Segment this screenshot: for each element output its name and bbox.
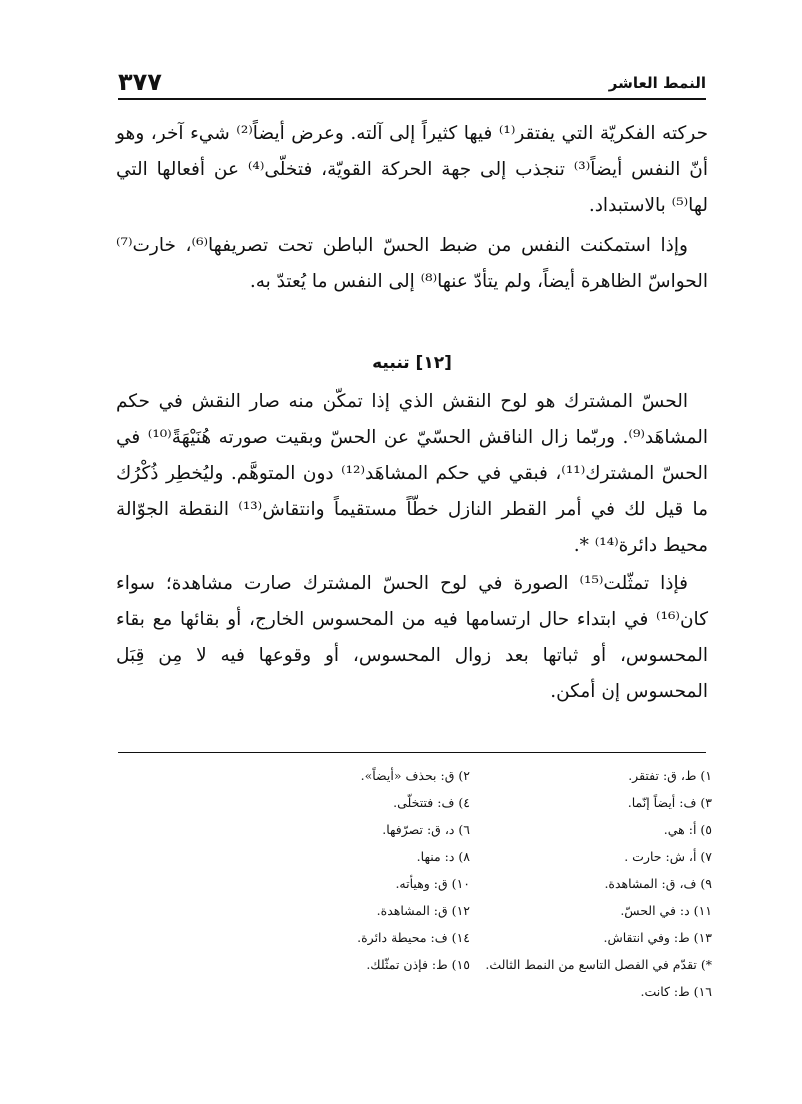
footnote: ١٣) ط: وفي انتقاش. bbox=[603, 930, 712, 945]
footnotes bbox=[260, 762, 712, 1005]
footnote-separator bbox=[118, 752, 706, 753]
footnote: ٥) أ: هي. bbox=[663, 822, 712, 837]
footnote: ٩) ف، ق: المشاهدة. bbox=[604, 876, 712, 891]
page-header bbox=[118, 58, 706, 100]
section-paragraph-2: فإذا تمثّلت⁽¹⁵⁾ الصورة في لوح الحسّ المشترك صارت مشاهدة؛ سواء كان⁽¹⁶⁾ في ابتداء حال ارتسامها فيه من المحسوس الخارج، أو بقائها مع بقاء المحسوس، أو ثباتها بعد زوال المحسوس، أو وقوعها فيه لا مِن قِبَل المحسوس إن أمكن. bbox=[116, 573, 708, 702]
paragraph-1: حركته الفكريّة التي يفتقر⁽¹⁾ فيها كثيراً إلى آلته. وعرض أيضاً⁽²⁾ شيء آخر، وهو أنّ النفس أيضاً⁽³⁾ تنجذب إلى جهة الحركة القويّة، فتخلّى⁽⁴⁾ عن أفعالها التي لها⁽⁵⁾ بالاستبداد. bbox=[116, 123, 709, 216]
footnote: ١٢) ق: المشاهدة. bbox=[376, 903, 470, 918]
footnote: ١١) د: في الحسّ. bbox=[620, 903, 712, 918]
main-text bbox=[116, 116, 708, 710]
footnote: ٧) أ، ش: حارت . bbox=[624, 849, 712, 864]
section-heading: [١٢] تنبيه bbox=[372, 353, 452, 373]
footnote: ١) ط، ق: تفتقر. bbox=[628, 768, 712, 783]
footnote: ١٥) ط: فإذن تمثّلك. bbox=[366, 957, 470, 972]
footnote: ٦) د، ق: تصرّفها. bbox=[382, 822, 470, 837]
section-paragraph-1: الحسّ المشترك هو لوح النقش الذي إذا تمكّن منه صار النقش في حكم المشاهَد⁽⁹⁾. وربّما زال الناقش الحسّيّ عن الحسّ وبقيت صورته هُنَيْهَةً⁽¹⁰⁾ في الحسّ المشترك⁽¹¹⁾، فبقي في حكم المشاهَد⁽¹²⁾ دون المتوهَّم. وليُخطِر ذُكْرُك ما قيل لك في أمر القطر النازل خطّاً مستقيماً وانتقاش⁽¹³⁾ النقطة الجوّالة محيط دائرة⁽¹⁴⁾ *. bbox=[116, 391, 709, 556]
page-number: ٣٧٧ bbox=[118, 68, 162, 96]
footnote: ١٦) ط: كانت. bbox=[640, 984, 712, 999]
footnote: ١٤) ف: محيطة دائرة. bbox=[357, 930, 470, 945]
running-title: النمط العاشر bbox=[608, 74, 706, 92]
footnote: ٣) ف: أيضاً إنّما. bbox=[627, 795, 712, 810]
footnote: ٤) ف: فتتخلّى. bbox=[393, 795, 470, 810]
footnote: ٨) د: منها. bbox=[416, 849, 470, 864]
footnote: ٢) ق: بحذف «أيضاً». bbox=[360, 768, 470, 783]
footnote: ١٠) ق: وهيأته. bbox=[395, 876, 470, 891]
paragraph-2: وإذا استمكنت النفس من ضبط الحسّ الباطن تحت تصريفها⁽⁶⁾، خارت⁽⁷⁾ الحواسّ الظاهرة أيضاً، ولم يتأدّ عنها⁽⁸⁾ إلى النفس ما يُعتدّ به. bbox=[116, 235, 708, 292]
footnote: *) تقدّم في الفصل التاسع من النمط الثالث. bbox=[485, 957, 712, 972]
